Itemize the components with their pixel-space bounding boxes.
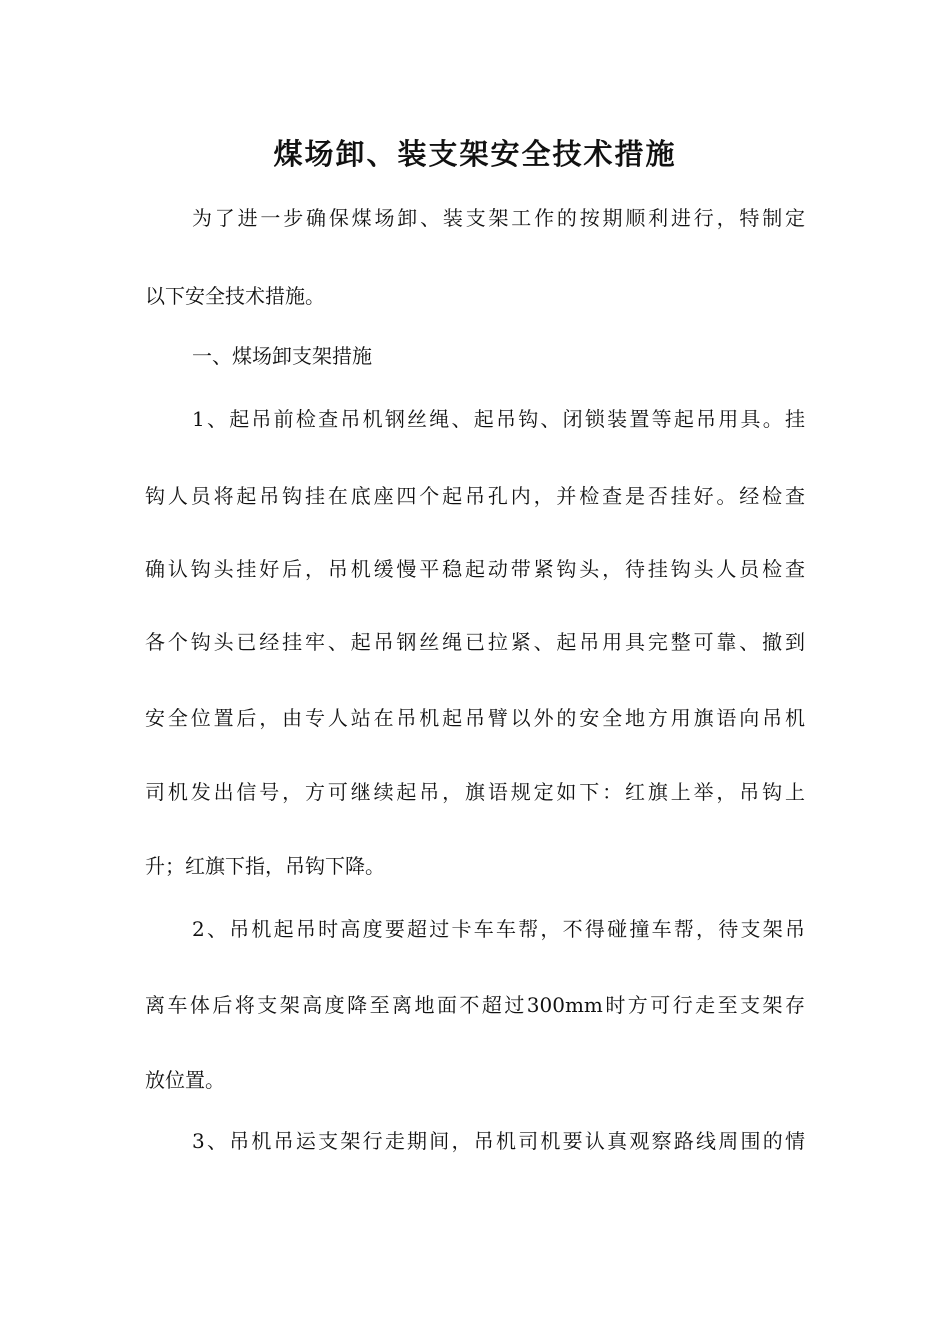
paragraph-3-line-1: 3、吊机吊运支架行走期间，吊机司机要认真观察路线周围的情 bbox=[192, 1129, 805, 1153]
paragraph-1-line-2: 钩人员将起吊钩挂在底座四个起吊孔内，并检查是否挂好。经检查 bbox=[145, 484, 805, 508]
paragraph-1-line-1: 1、起吊前检查吊机钢丝绳、起吊钩、闭锁装置等起吊用具。挂 bbox=[192, 407, 805, 431]
paragraph-1-line-6: 司机发出信号，方可继续起吊，旗语规定如下：红旗上举，吊钩上 bbox=[145, 780, 805, 804]
paragraph-1-line-4: 各个钩头已经挂牢、起吊钢丝绳已拉紧、起吊用具完整可靠、撤到 bbox=[145, 630, 805, 654]
paragraph-1-line-5: 安全位置后，由专人站在吊机起吊臂以外的安全地方用旗语向吊机 bbox=[145, 706, 805, 730]
section-heading: 一、煤场卸支架措施 bbox=[192, 344, 372, 368]
paragraph-2-line-3: 放位置。 bbox=[145, 1068, 225, 1092]
paragraph-intro-line-2: 以下安全技术措施。 bbox=[145, 284, 325, 308]
document-title: 煤场卸、装支架安全技术措施 bbox=[273, 137, 677, 171]
paragraph-1-line-3: 确认钩头挂好后，吊机缓慢平稳起动带紧钩头，待挂钩头人员检查 bbox=[145, 557, 805, 581]
paragraph-intro-line-1: 为了进一步确保煤场卸、装支架工作的按期顺利进行，特制定 bbox=[192, 206, 805, 230]
paragraph-1-line-7: 升；红旗下指，吊钩下降。 bbox=[145, 854, 385, 878]
paragraph-2-line-2: 离车体后将支架高度降至离地面不超过300mm时方可行走至支架存 bbox=[145, 993, 805, 1017]
paragraph-2-line-1: 2、吊机起吊时高度要超过卡车车帮，不得碰撞车帮，待支架吊 bbox=[192, 917, 805, 941]
